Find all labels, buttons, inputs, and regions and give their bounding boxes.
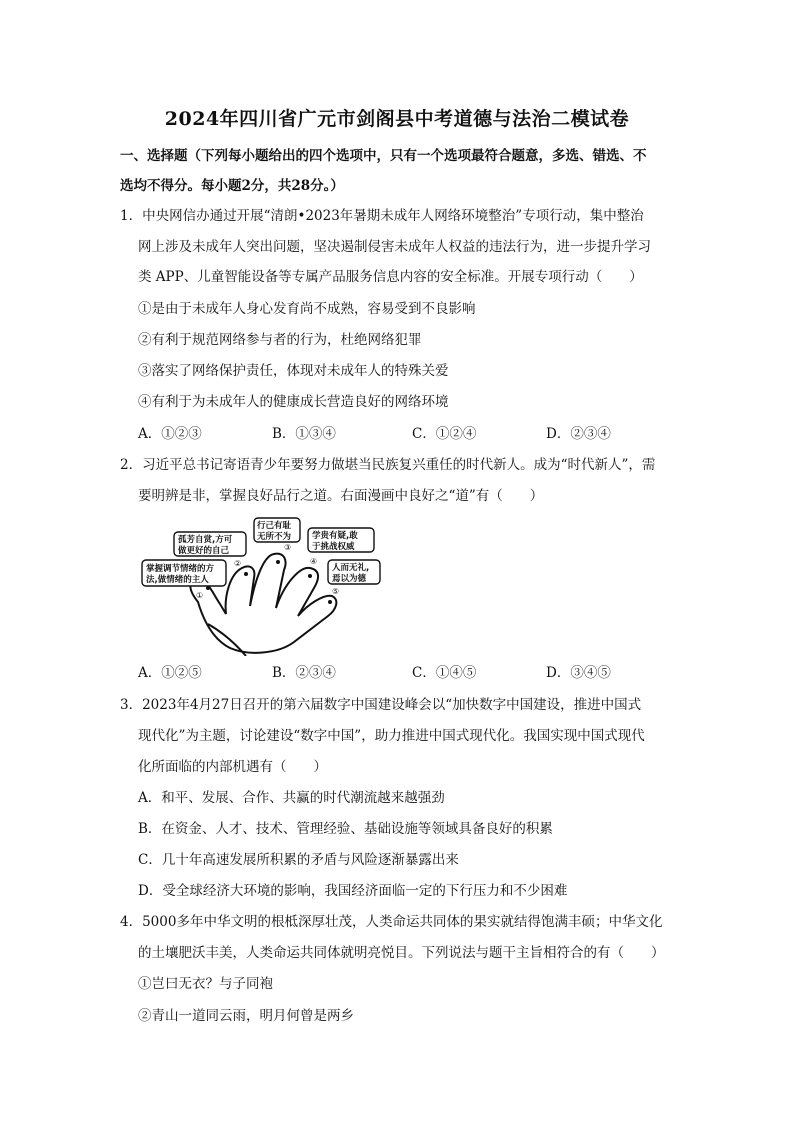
q3-stem-line3: 化所面临的内部机遇有（ ） — [138, 759, 327, 775]
q3-stem-line2: 现代化”为主题，讨论建设“数字中国”，助力推进中国式现代化。我国实现中国式现代 — [138, 728, 645, 744]
q1-option-c[interactable]: C．①②④ — [412, 426, 477, 442]
q3-stem-line1: 3．2023年4月27日召开的第六届数字中国建设峰会以“加快数字中国建设，推进中国式 — [120, 697, 642, 713]
q3-option-d[interactable]: D．受全球经济大环境的影响，我国经济面临一定的下行压力和不少困难 — [138, 883, 568, 899]
finger-label-4: ④ — [310, 557, 318, 566]
bubble-2-line1: 孤芳自赏,方可 — [178, 535, 233, 545]
finger-label-5: ⑤ — [332, 587, 340, 596]
q4-item-1: ①岂曰无衣？与子同袍 — [138, 976, 273, 992]
q1-stem-line1: 1．中央网信办通过开展“清朗•2023年暑期未成年人网络环境整治”专项行动，集中整治 — [120, 208, 644, 224]
q2-option-d[interactable]: D．③④⑤ — [546, 665, 611, 681]
q3-option-c[interactable]: C．几十年高速发展所积累的矛盾与风险逐渐暴露出来 — [138, 852, 459, 868]
q4-stem-line2: 的土壤肥沃丰美，人类命运共同体就明亮悦目。下列说法与题干主旨相符合的有（ ） — [138, 945, 665, 961]
bubble-4-line1: 学贵有疑,敢 — [312, 531, 358, 541]
finger-face-5 — [328, 600, 332, 604]
q2-option-c[interactable]: C．①④⑤ — [412, 665, 477, 681]
q2-option-b[interactable]: B．②③④ — [272, 665, 336, 681]
section-heading-line1: 一、选择题（下列每小题给出的四个选项中，只有一个选项最符合题意，多选、错选、不 — [120, 148, 647, 164]
finger-label-2: ② — [234, 559, 242, 568]
q1-stem-line2: 网上涉及未成年人突出问题，坚决遏制侵害未成年人权益的违法行为，进一步提升学习 — [138, 239, 651, 255]
q2-cartoon-hand — [138, 516, 388, 656]
q4-stem-line1: 4．5000多年中华文明的根柢深厚壮茂，人类命运共同体的果实就结得饱满丰硕；中华文化 — [120, 914, 663, 930]
q1-option-a[interactable]: A．①②③ — [138, 426, 202, 442]
finger-face-2 — [244, 572, 248, 576]
finger-face-4 — [308, 574, 312, 578]
bubble-2-line2: 做更好的自己 — [178, 546, 230, 556]
q1-option-b[interactable]: B．①③④ — [272, 426, 336, 442]
q3-option-a[interactable]: A．和平、发展、合作、共赢的时代潮流越来越强劲 — [138, 790, 445, 806]
finger-label-1: ① — [196, 591, 204, 600]
bubble-3-line1: 行己有耻 — [257, 521, 292, 531]
q4-item-2: ②青山一道同云雨，明月何曾是两乡 — [138, 1008, 354, 1024]
finger-label-3: ③ — [284, 543, 292, 552]
bubble-4-line2: 于挑战权威 — [312, 542, 355, 552]
page-title: 2024年四川省广元市剑阁县中考道德与法治二模试卷 — [164, 108, 630, 130]
q1-option-d[interactable]: D．②③④ — [546, 426, 611, 442]
q3-option-b[interactable]: B．在资金、人才、技术、管理经验、基础设施等领域具备良好的积累 — [138, 821, 553, 837]
section-heading-line2: 选均不得分。每小题2分，共28分。） — [120, 178, 344, 194]
bubble-1-line1: 掌握调节情绪的方 — [146, 564, 215, 574]
q2-stem-line1: 2．习近平总书记寄语青少年要努力做堪当民族复兴重任的时代新人。成为“时代新人”，需 — [120, 457, 656, 473]
bubble-3-line2: 无所不为 — [257, 532, 292, 542]
q1-item-2: ②有利于规范网络参与者的行为，杜绝网络犯罪 — [138, 332, 422, 348]
q2-option-a[interactable]: A．①②⑤ — [138, 665, 202, 681]
q1-stem-line3: 类 APP、儿童智能设备等专属产品服务信息内容的安全标准。开展专项行动（ ） — [138, 269, 643, 285]
bubble-5-line1: 人而无礼, — [332, 563, 370, 573]
bubble-5-line2: 焉以为德 — [332, 574, 367, 584]
q1-item-4: ④有利于为未成年人的健康成长营造良好的网络环境 — [138, 394, 449, 410]
q1-item-3: ③落实了网络保护责任，体现对未成年人的特殊关爱 — [138, 363, 449, 379]
bubble-1-line2: 法,做情绪的主人 — [146, 575, 209, 585]
q1-item-1: ①是由于未成年人身心发育尚不成熟，容易受到不良影响 — [138, 301, 476, 317]
finger-face-3 — [276, 560, 280, 564]
q2-stem-line2: 要明辨是非，掌握良好品行之道。右面漫画中良好之“道”有（ ） — [138, 488, 544, 504]
